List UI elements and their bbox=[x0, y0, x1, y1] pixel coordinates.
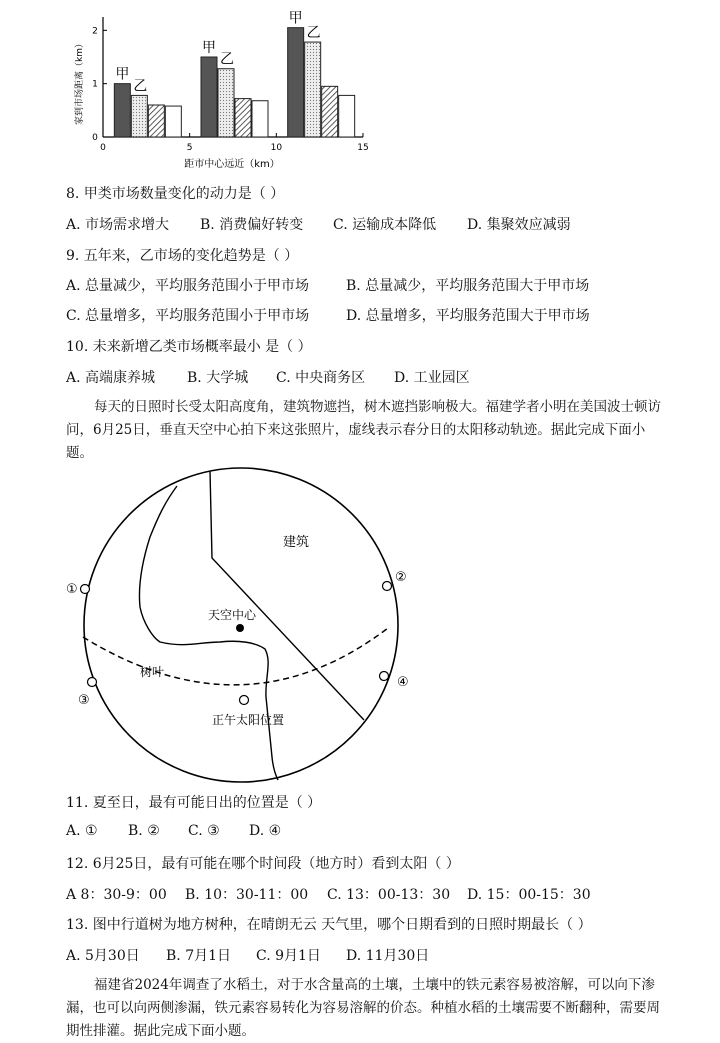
group-label-yi: 乙 bbox=[220, 51, 234, 68]
q13-option-b[interactable]: B. 7月1日 bbox=[166, 948, 232, 964]
group-label-yi: 乙 bbox=[306, 25, 321, 42]
y-tick-label: 0 bbox=[92, 133, 98, 143]
q11-option-d[interactable]: D. ④ bbox=[249, 823, 282, 839]
q12-stem: 12. 6月25日，最有可能在哪个时间段（地方时）看到太阳（ ） bbox=[66, 856, 460, 872]
group-label-jia: 甲 bbox=[202, 40, 216, 56]
q10-option-d[interactable]: D. 工业园区 bbox=[394, 370, 470, 386]
bar-g2-s1 bbox=[201, 57, 217, 137]
marker-3-label: ③ bbox=[78, 693, 90, 708]
q10-option-b[interactable]: B. 大学城 bbox=[187, 370, 249, 386]
marker-4-point[interactable] bbox=[380, 672, 389, 681]
marker-1-label: ① bbox=[66, 582, 78, 597]
zenith-label: 天空中心 bbox=[208, 608, 257, 622]
q9-option-a[interactable]: A. 总量减少，平均服务范围小于甲市场 bbox=[66, 278, 310, 294]
noon-sun-label: 正午太阳位置 bbox=[212, 713, 285, 727]
q13-option-a[interactable]: A. 5月30日 bbox=[66, 948, 140, 964]
bar-g1-s3 bbox=[148, 105, 164, 137]
group-label-jia: 甲 bbox=[288, 10, 303, 27]
bar-g1-s4 bbox=[165, 106, 181, 137]
x-tick-label: 10 bbox=[270, 143, 283, 153]
bar-g2-s2 bbox=[218, 69, 234, 137]
q8-option-b[interactable]: B. 消费偏好转变 bbox=[200, 217, 304, 233]
bar-g1-s2 bbox=[131, 95, 147, 137]
q10-option-c[interactable]: C. 中央商务区 bbox=[276, 370, 366, 386]
marker-4-label: ④ bbox=[397, 675, 409, 690]
sky-photo-diagram bbox=[60, 462, 410, 792]
q8-option-a[interactable]: A. 市场需求增大 bbox=[66, 217, 170, 233]
bar-g3-s2 bbox=[305, 42, 321, 137]
marker-1-point[interactable] bbox=[81, 585, 90, 594]
q9-option-c[interactable]: C. 总量增多，平均服务范围小于甲市场 bbox=[66, 308, 310, 324]
bar-g3-s3 bbox=[322, 86, 338, 137]
building-label: 建筑 bbox=[283, 535, 310, 550]
x-axis-label: 距市中心远近（km） bbox=[184, 159, 280, 170]
group-label-jia: 甲 bbox=[115, 66, 130, 83]
noon-sun-point[interactable] bbox=[240, 696, 249, 705]
q12-option-a[interactable]: A 8：30-9：00 bbox=[66, 887, 167, 903]
q12-option-c[interactable]: C. 13：00-13：30 bbox=[327, 887, 451, 903]
marker-3-point[interactable] bbox=[88, 678, 97, 687]
q10-stem: 10. 未来新增乙类市场概率最小 是（ ） bbox=[66, 339, 312, 355]
q9-stem: 9. 五年来，乙市场的变化趋势是（ ） bbox=[66, 248, 299, 264]
y-tick-label: 1 bbox=[92, 79, 98, 90]
q8-stem: 8. 甲类市场数量变化的动力是（ ） bbox=[66, 186, 285, 202]
bar-g2-s4 bbox=[252, 101, 268, 137]
q11-option-a[interactable]: A. ① bbox=[66, 823, 98, 839]
q8-option-d[interactable]: D. 集聚效应减弱 bbox=[467, 217, 571, 233]
soil-passage: 福建省2024年调查了水稻土，对于水含量高的土壤，土壤中的铁元素容易被溶解，可以向下渗漏，也可以向两侧渗漏，铁元素容易转化为容易溶解的价态。种植水稻的土壤需要不断翻种，需要周期性排灌。据此完成下面小题。 bbox=[66, 977, 660, 1039]
bar-g1-s1 bbox=[114, 84, 130, 137]
market-distance-chart bbox=[60, 0, 390, 175]
q9-option-b[interactable]: B. 总量减少，平均服务范围大于甲市场 bbox=[346, 278, 590, 294]
building-edge bbox=[210, 471, 364, 720]
marker-2-label: ② bbox=[395, 570, 407, 585]
bar-g2-s3 bbox=[235, 99, 251, 137]
q11-option-c[interactable]: C. ③ bbox=[188, 823, 220, 839]
q8-option-c[interactable]: C. 运输成本降低 bbox=[333, 217, 437, 233]
group-label-yi: 乙 bbox=[133, 78, 148, 95]
y-axis-label: 家到市场距离（km） bbox=[75, 39, 85, 125]
q13-option-c[interactable]: C. 9月1日 bbox=[256, 948, 321, 964]
x-tick-label: 15 bbox=[357, 143, 369, 153]
x-tick-label: 5 bbox=[186, 143, 193, 153]
bar-g3-s1 bbox=[288, 28, 304, 137]
sun-passage: 每天的日照时长受太阳高度角，建筑物遮挡，树木遮挡影响极大。福建学者小明在美国波士顿访问，6月25日，垂直天空中心拍下来这张照片，虚线表示春分日的太阳移动轨迹。据此完成下面小题。 bbox=[66, 399, 661, 461]
bar-g3-s4 bbox=[339, 95, 355, 137]
q10-option-a[interactable]: A. 高端康养城 bbox=[66, 370, 156, 386]
q11-stem: 11. 夏至日，最有可能日出的位置是（ ） bbox=[66, 795, 322, 811]
q12-option-d[interactable]: D. 15：00-15：30 bbox=[467, 887, 591, 903]
x-tick-label: 0 bbox=[100, 143, 106, 153]
q11-option-b[interactable]: B. ② bbox=[128, 823, 160, 839]
y-tick-label: 2 bbox=[92, 26, 98, 37]
equinox-sun-path bbox=[83, 628, 388, 685]
q9-option-d[interactable]: D. 总量增多，平均服务范围大于甲市场 bbox=[346, 308, 590, 324]
q12-option-b[interactable]: B. 10：30-11：00 bbox=[185, 887, 309, 903]
marker-2-point[interactable] bbox=[383, 582, 392, 591]
zenith-point[interactable] bbox=[236, 624, 244, 632]
leaves-label: 树叶 bbox=[140, 665, 165, 679]
q13-stem: 13. 图中行道树为地方树种，在晴朗无云 天气里，哪个日期看到的日照时期最长（ ） bbox=[66, 917, 592, 933]
q13-option-d[interactable]: D. 11月30日 bbox=[346, 948, 430, 964]
tree-outline bbox=[139, 486, 278, 780]
